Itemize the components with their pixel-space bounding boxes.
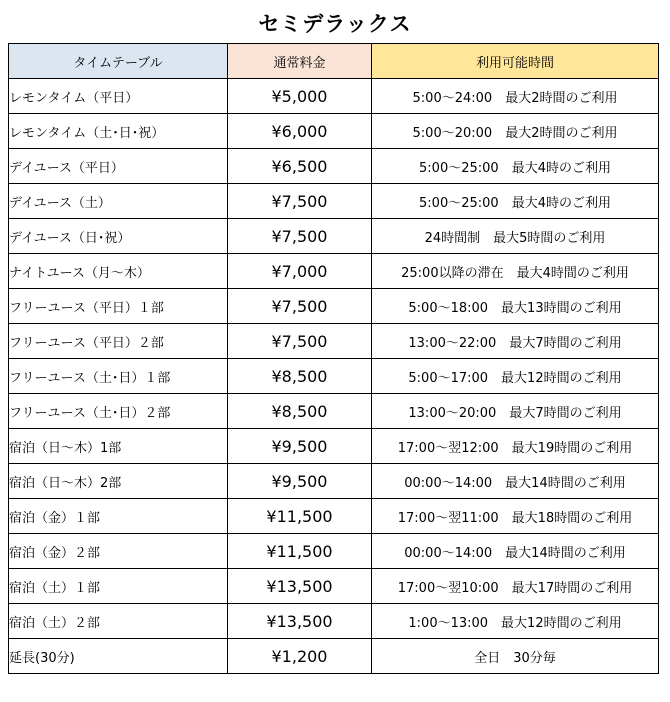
plan-price: ¥8,500 bbox=[228, 359, 372, 394]
plan-price: ¥9,500 bbox=[228, 464, 372, 499]
plan-price: ¥8,500 bbox=[228, 394, 372, 429]
plan-name: フリーユース（土･日）２部 bbox=[9, 394, 228, 429]
plan-hours: 5:00〜18:00 最大13時間のご利用 bbox=[372, 289, 659, 324]
plan-name: レモンタイム（平日） bbox=[9, 79, 228, 114]
plan-name: デイユース（平日） bbox=[9, 149, 228, 184]
table-row bbox=[9, 604, 659, 639]
plan-hours: 13:00〜20:00 最大7時間のご利用 bbox=[372, 394, 659, 429]
header-time-table: タイムテーブル bbox=[9, 44, 228, 79]
plan-name: 宿泊（金）１部 bbox=[9, 499, 228, 534]
table-row bbox=[9, 429, 659, 464]
plan-price: ¥13,500 bbox=[228, 569, 372, 604]
plan-name: 宿泊（日〜木）2部 bbox=[9, 464, 228, 499]
plan-name: 延長(30分) bbox=[9, 639, 228, 674]
table-row bbox=[9, 149, 659, 184]
table-row bbox=[9, 639, 659, 674]
page-title: セミデラックス bbox=[258, 12, 412, 36]
plan-price: ¥6,000 bbox=[228, 114, 372, 149]
plan-price: ¥7,500 bbox=[228, 184, 372, 219]
plan-price: ¥7,500 bbox=[228, 289, 372, 324]
plan-price: ¥7,500 bbox=[228, 324, 372, 359]
rate-table bbox=[8, 43, 659, 674]
plan-name: デイユース（日･祝） bbox=[9, 219, 228, 254]
plan-name: フリーユース（平日）２部 bbox=[9, 324, 228, 359]
table-header-row bbox=[9, 44, 659, 79]
plan-hours: 17:00〜翌10:00 最大17時間のご利用 bbox=[372, 569, 659, 604]
plan-name: 宿泊（日〜木）1部 bbox=[9, 429, 228, 464]
table-row bbox=[9, 219, 659, 254]
plan-hours: 24時間制 最大5時間のご利用 bbox=[372, 219, 659, 254]
table-row bbox=[9, 569, 659, 604]
table-row bbox=[9, 114, 659, 149]
table-row bbox=[9, 254, 659, 289]
table-row bbox=[9, 534, 659, 569]
plan-name: 宿泊（金）２部 bbox=[9, 534, 228, 569]
plan-hours: 13:00〜22:00 最大7時間のご利用 bbox=[372, 324, 659, 359]
plan-hours: 17:00〜翌11:00 最大18時間のご利用 bbox=[372, 499, 659, 534]
plan-hours: 全日 30分毎 bbox=[372, 639, 659, 674]
plan-price: ¥6,500 bbox=[228, 149, 372, 184]
table-row bbox=[9, 79, 659, 114]
plan-price: ¥11,500 bbox=[228, 534, 372, 569]
plan-name: デイユース（土） bbox=[9, 184, 228, 219]
plan-hours: 17:00〜翌12:00 最大19時間のご利用 bbox=[372, 429, 659, 464]
table-row bbox=[9, 499, 659, 534]
plan-hours: 5:00〜25:00 最大4時のご利用 bbox=[372, 149, 659, 184]
table-row bbox=[9, 289, 659, 324]
header-regular-price: 通常料金 bbox=[228, 44, 372, 79]
header-available-hours: 利用可能時間 bbox=[372, 44, 659, 79]
plan-name: フリーユース（平日）１部 bbox=[9, 289, 228, 324]
plan-price: ¥5,000 bbox=[228, 79, 372, 114]
plan-hours: 5:00〜25:00 最大4時のご利用 bbox=[372, 184, 659, 219]
table-row bbox=[9, 359, 659, 394]
plan-name: フリーユース（土･日）１部 bbox=[9, 359, 228, 394]
plan-price: ¥1,200 bbox=[228, 639, 372, 674]
plan-name: 宿泊（土）２部 bbox=[9, 604, 228, 639]
plan-price: ¥11,500 bbox=[228, 499, 372, 534]
plan-hours: 5:00〜24:00 最大2時間のご利用 bbox=[372, 79, 659, 114]
table-row bbox=[9, 324, 659, 359]
plan-name: レモンタイム（土･日･祝） bbox=[9, 114, 228, 149]
table-row bbox=[9, 394, 659, 429]
plan-price: ¥13,500 bbox=[228, 604, 372, 639]
plan-hours: 5:00〜17:00 最大12時間のご利用 bbox=[372, 359, 659, 394]
plan-hours: 00:00〜14:00 最大14時間のご利用 bbox=[372, 464, 659, 499]
plan-price: ¥7,000 bbox=[228, 254, 372, 289]
plan-price: ¥9,500 bbox=[228, 429, 372, 464]
plan-name: ナイトユース（月〜木） bbox=[9, 254, 228, 289]
plan-hours: 00:00〜14:00 最大14時間のご利用 bbox=[372, 534, 659, 569]
table-row bbox=[9, 464, 659, 499]
table-row bbox=[9, 184, 659, 219]
plan-price: ¥7,500 bbox=[228, 219, 372, 254]
plan-hours: 1:00〜13:00 最大12時間のご利用 bbox=[372, 604, 659, 639]
plan-hours: 5:00〜20:00 最大2時間のご利用 bbox=[372, 114, 659, 149]
plan-name: 宿泊（土）１部 bbox=[9, 569, 228, 604]
plan-hours: 25:00以降の滞在 最大4時間のご利用 bbox=[372, 254, 659, 289]
